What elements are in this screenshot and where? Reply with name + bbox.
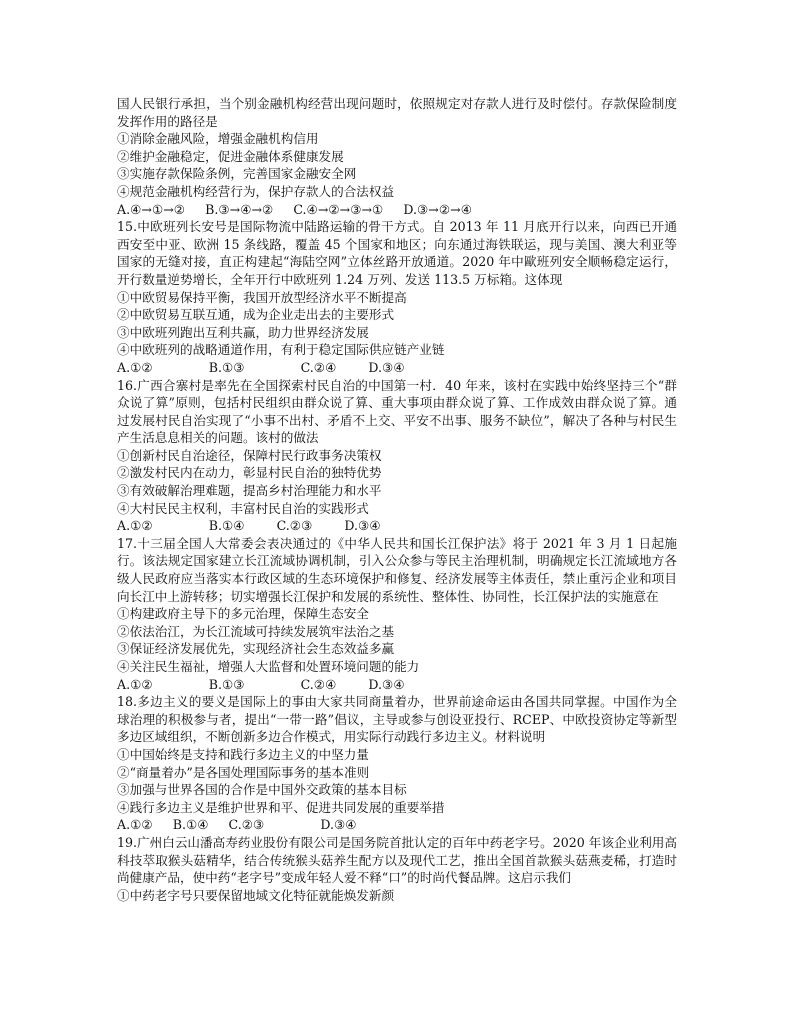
- question-17-option-1: ①构建政府主导下的多元治理，保障生态安全: [117, 606, 369, 622]
- question-18-option-1: ①中国始终是支持和践行多边主义的中坚力量: [117, 746, 369, 762]
- question-19: [117, 834, 677, 904]
- question-19-option-1: ①中药老字号只要保留地域文化特征就能焕发新颜: [117, 887, 395, 903]
- question-16: [117, 377, 677, 535]
- question-16-option-1: ①创新村民自治途径，保障村民行政事务决策权: [117, 447, 382, 463]
- question-14: [117, 95, 677, 218]
- question-18-option-4: ④践行多边主义是维护世界和平、促进共同发展的重要举措: [117, 799, 445, 815]
- question-15-option-1: ①中欧贸易保持平衡，我国开放型经济水平不断提高: [117, 289, 407, 305]
- question-14-stem: 国人民银行承担，当个别金融机构经营出现问题时，依照规定对存款人进行及时偿付。存款保险制度发挥作用的路径是: [117, 96, 677, 129]
- question-15-option-3: ③中欧班列跑出互利共赢，助力世界经济发展: [117, 324, 369, 340]
- question-18-option-3: ③加强与世界各国的合作是中国外交政策的基本目标: [117, 782, 407, 798]
- question-18: [117, 693, 677, 834]
- question-18-option-2: ②“商量着办”是各国处理国际事务的基本准则: [117, 764, 370, 780]
- question-16-option-2: ②激发村民内在动力，彰显村民自治的独特优势: [117, 465, 382, 481]
- question-18-stem: 18.多边主义的要义是国际上的事由大家共同商量着办，世界前途命运由各国共同掌握。中国作为全球治理的积极参与者，提出“一带一路”倡议，主导或参与创设亚投行、RCEP、中欧投资协定等新型多边区域组织，不断创新多边合作模式，用实际行动践行多边主义。材料说明: [117, 694, 677, 745]
- question-15: [117, 218, 677, 376]
- question-15-option-2: ②中欧贸易互联互通，成为企业走出去的主要形式: [117, 307, 395, 323]
- question-15-answers: A.①② B.①③ C.②④ D.③④: [117, 359, 405, 375]
- question-16-answers: A.①② B.①④ C.②③ D.③④: [117, 518, 381, 534]
- question-15-stem: 15.中欧班列长安号是国际物流中陆路运输的骨干方式。自 2013 年 11 月底开行以来，向西已开通西安至中亚、欧洲 15 条线路，覆盖 45 个国家和地区；向东通过海铁联运，现与美国、澳大利亚等国家的无缝对接，直正构建起“海陆空网”立体丝路开放通道。2020 年中歐班列安全顺畅稳定运行，开行数量逆势增长，全年开行中欧班列 1.24 万列、发送 113.5 万标箱。这体现: [117, 219, 677, 287]
- question-17: [117, 535, 677, 693]
- question-16-stem: 16.广西合寨村是率先在全国探索村民自治的中国第一村．40 年来，该村在实践中始终坚持三个“群众说了算”原则，包括村民组织由群众说了算、重大事项由群众说了算、工作成效由群众说了算。通过发展村民自治实现了“小事不出村、矛盾不上交、平安不出事、服务不缺位”，解决了各种与村民生产生活息息相关的问题。该村的做法: [117, 377, 677, 446]
- question-19-stem: 19.广州白云山潘高寿药业股份有限公司是国务院首批认定的百年中药老字号。2020 年该企业利用高科技萃取猴头菇精华，结合传统猴头菇养生配方以及现代工艺，推出全国首款猴头菇燕麦稀，打造时尚健康产品，使中药“老字号”变成年轻人爱不释“口”的时尚代餐品牌。这启示我们: [117, 834, 677, 886]
- question-17-option-4: ④关注民生福祉，增强人大监督和处置环境问题的能力: [117, 659, 420, 674]
- question-16-option-4: ④大村民民主权利，丰富村民自治的实践形式: [117, 500, 369, 516]
- question-14-option-1: ①消除金融风险，增强金融机构信用: [117, 131, 319, 147]
- question-16-option-3: ③有效破解治理难题，提高乡村治理能力和水平: [117, 483, 382, 499]
- question-15-option-4: ④中欧班列的战略通道作用，有利于稳定国际供应链产业链: [117, 342, 445, 358]
- question-14-option-4: ④规范金融机构经营行为，保护存款人的合法权益: [117, 183, 395, 199]
- question-17-stem: 17.十三届全国人大常委会表决通过的《中华人民共和国长江保护法》将于 2021 年 3 月 1 日起施行。该法规定国家建立长江流域协调机制，引入公众参与等民主治理机制，明确规定长江流域地方各级人民政府应当落实本行政区域的生态环境保护和修复、经济发展等主体责任，禁止重污企业和项目向长江中上游转移；切实增强长江保护和发展的系统性、整体性、协同性，长江保护法的实施意在: [117, 535, 677, 604]
- question-18-answers: A.①② B.①④ C.②③ D.③④: [117, 817, 357, 833]
- exam-page: [117, 95, 677, 904]
- question-14-answers: A.④→①→② B.③→④→② C.④→②→③→① D.③→②→④: [117, 201, 472, 217]
- question-17-answers: A.①② B.①③ C.②④ D.③④: [117, 676, 405, 692]
- question-17-option-2: ②依法治江，为长江流域可持续发展筑牢法治之基: [117, 623, 395, 639]
- question-14-option-3: ③实施存款保险条例，完善国家金融安全网: [117, 166, 357, 182]
- question-17-option-3: ③保证经济发展优先，实现经济社会生态效益多赢: [117, 641, 395, 657]
- question-14-option-2: ②维护金融稳定，促进金融体系健康发展: [117, 148, 344, 164]
